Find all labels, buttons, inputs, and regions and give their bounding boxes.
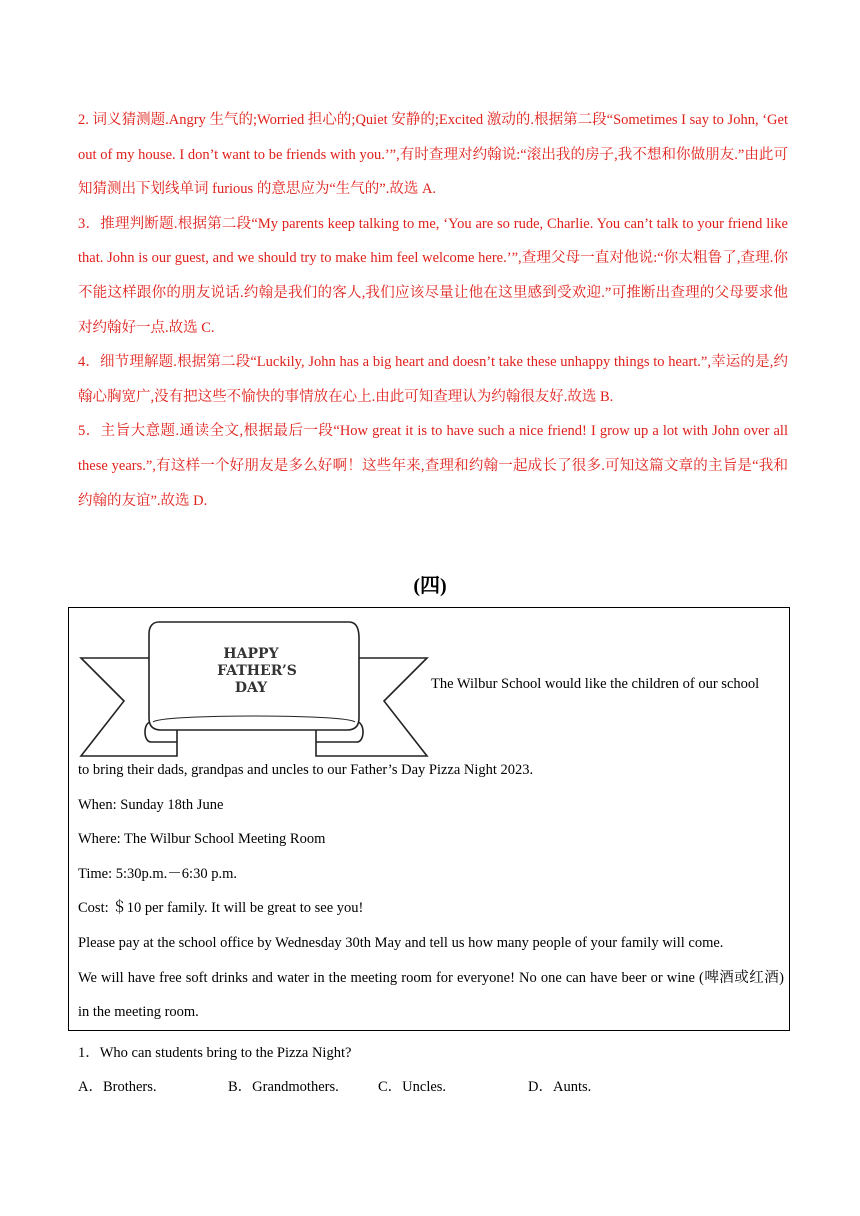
answer-4: 4．细节理解题.根据第二段“Luckily, John has a big heart and doesn’t take these unhappy things to heart.”,幸运的是,约翰心胸宽广,没有把这些不愉快的事情放在心上.由此可知查理认为约翰很友好.故选 B. bbox=[78, 354, 788, 405]
notice-when: When: Sunday 18th June bbox=[78, 796, 224, 813]
notice-payment: Please pay at the school office by Wednesday 30th May and tell us how many people of your family will come. bbox=[78, 934, 724, 951]
answer-2: 2. 词义猜测题.Angry 生气的;Worried 担心的;Quiet 安静的;Excited 激动的.根据第二段“Sometimes I say to John, ‘Get out of my house. I don’t want to be friends with you.’”,有时查理对约翰说:“滚出我的房子,我不想和你做朋友.”由此可知猜测出下划线单词 furious 的意思应为“生气的”.故选 A. bbox=[78, 112, 788, 198]
section-title: (四) bbox=[413, 575, 447, 597]
option-a: A．Brothers. bbox=[78, 1079, 157, 1095]
banner-text-fathers: FATHER’S bbox=[217, 663, 297, 679]
question-1-options bbox=[0, 1077, 860, 1097]
notice-body bbox=[78, 753, 784, 1030]
notice-intro-part1: The Wilbur School would like the children of our school bbox=[431, 676, 760, 692]
option-b: B．Grandmothers. bbox=[228, 1079, 339, 1095]
notice-intro-part2: to bring their dads, grandpas and uncles to our Father’s Day Pizza Night 2023. bbox=[78, 762, 534, 778]
answer-3: 3．推理判断题.根据第二段“My parents keep talking to me, ‘You are so rude, Charlie. You can’t talk to your friend like that. John is our guest, and we should try to make him feel welcome here.’”,查理父母一直对他说:“你太粗鲁了,查理.你不能这样跟你的朋友说话.约翰是我们的客人,我们应该尽量让他在这里感到受欢迎.”可推断出查理的父母要求他对约翰好一点.故选 C. bbox=[78, 215, 788, 336]
fathers-day-banner-image bbox=[79, 618, 429, 758]
banner-text-day: DAY bbox=[234, 680, 268, 696]
notice-cost: Cost: ＄10 per family. It will be great to see you! bbox=[78, 900, 364, 917]
banner-text-happy: HAPPY bbox=[223, 646, 279, 662]
option-d: D．Aunts. bbox=[528, 1079, 592, 1095]
answer-explanations bbox=[78, 103, 788, 518]
notice-where: Where: The Wilbur School Meeting Room bbox=[78, 831, 326, 848]
notice-box bbox=[68, 607, 790, 1031]
answer-5: 5．主旨大意题.通读全文,根据最后一段“How great it is to have such a nice friend! I grow up a lot with John over all these years.”,有这样一个好朋友是多么好啊！这些年来,查理和约翰一起成长了很多.可知这篇文章的主旨是“我和约翰的友谊”.故选 D. bbox=[78, 423, 788, 509]
option-c: C．Uncles. bbox=[378, 1079, 447, 1095]
notice-drinks: We will have free soft drinks and water in the meeting room for everyone! No one can have beer or wine (啤酒或红酒) in the meeting room. bbox=[78, 969, 784, 1021]
notice-time: Time: 5:30p.m.－6:30 p.m. bbox=[78, 865, 237, 882]
question-1: 1．Who can students bring to the Pizza Night? bbox=[78, 1045, 352, 1061]
